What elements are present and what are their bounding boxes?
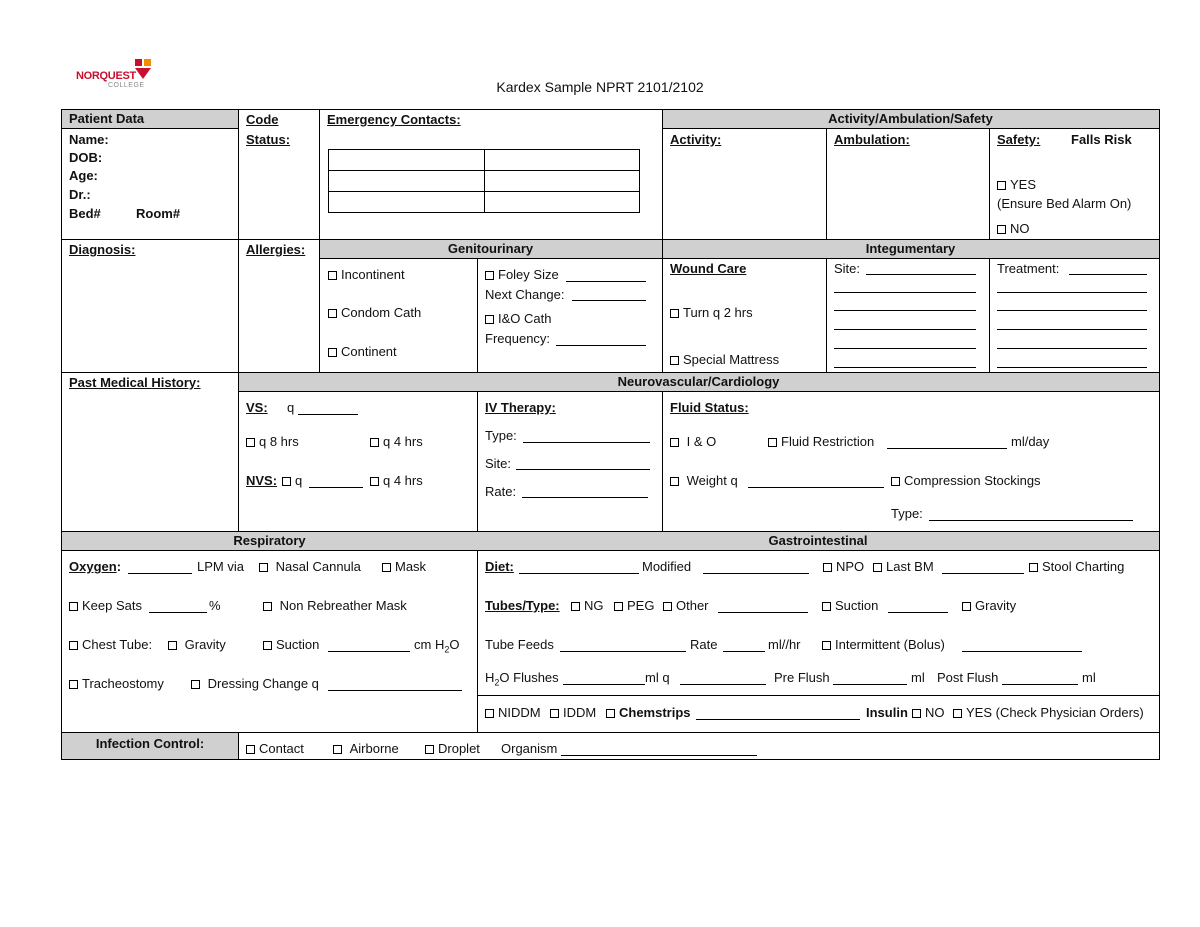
continent-option[interactable]: Continent — [328, 344, 397, 359]
iv-type-field[interactable] — [523, 442, 650, 443]
emergency-contacts-label: Emergency Contacts: — [327, 112, 461, 127]
intermittent-bolus-option[interactable]: Intermittent (Bolus) — [822, 637, 945, 652]
pre-flush-label: Pre Flush — [774, 670, 830, 685]
keep-sats-option[interactable]: Keep Sats — [69, 598, 142, 613]
contact-cell[interactable] — [329, 192, 485, 213]
checkbox-icon[interactable] — [614, 602, 623, 611]
checkbox-icon[interactable] — [282, 477, 291, 486]
weight-option[interactable]: Weight q — [670, 473, 738, 488]
next-change-label: Next Change: — [485, 287, 565, 302]
modified-field[interactable] — [703, 573, 809, 574]
fluid-status-label: Fluid Status: — [670, 400, 749, 415]
code-status-label-1: Code — [246, 112, 279, 127]
checkbox-icon[interactable] — [670, 309, 679, 318]
vs-label: VS: — [246, 400, 268, 415]
patient-bed-label: Bed# — [69, 206, 101, 221]
checkbox-icon[interactable] — [822, 641, 831, 650]
oxygen-lpm-field[interactable] — [128, 573, 192, 574]
frequency-field[interactable] — [556, 345, 646, 346]
checkbox-icon[interactable] — [246, 745, 255, 754]
gastro-header: Gastrointestinal — [477, 532, 1159, 550]
tube-feeds-label: Tube Feeds — [485, 637, 554, 652]
tubes-type-label: Tubes/Type: — [485, 598, 560, 613]
checkbox-icon[interactable] — [768, 438, 777, 447]
rate-label: Rate — [690, 637, 718, 652]
vs-q-field[interactable] — [298, 414, 358, 415]
gi-gravity-option[interactable]: Gravity — [962, 598, 1016, 613]
safety-label: Safety: — [997, 132, 1041, 147]
checkbox-icon[interactable] — [191, 680, 200, 689]
checkbox-icon[interactable] — [891, 477, 900, 486]
site-field-line[interactable] — [834, 292, 976, 293]
treatment-field[interactable] — [1069, 274, 1147, 275]
treatment-field-line[interactable] — [997, 367, 1147, 368]
diet-label: Diet: — [485, 559, 514, 574]
frequency-label: Frequency: — [485, 331, 551, 346]
post-flush-field[interactable] — [1002, 684, 1078, 685]
treatment-field-line[interactable] — [997, 292, 1147, 293]
last-bm-option[interactable]: Last BM — [873, 559, 934, 574]
patient-data-header: Patient Data — [62, 110, 238, 128]
nvs-label: NVS: — [246, 473, 278, 488]
vs-q-label: q — [287, 400, 295, 415]
checkbox-icon[interactable] — [370, 477, 379, 486]
emergency-contacts-table[interactable] — [328, 149, 640, 213]
checkbox-icon[interactable] — [912, 709, 921, 718]
weight-field[interactable] — [748, 487, 884, 488]
io-option[interactable]: I & O — [670, 434, 716, 449]
airborne-option[interactable]: Airborne — [333, 741, 399, 756]
percent-label: % — [209, 598, 221, 613]
gi-suction-option[interactable]: Suction — [822, 598, 878, 613]
other-option[interactable]: Other — [663, 598, 709, 613]
chemstrips-field[interactable] — [696, 719, 860, 720]
organism-label: Organism — [501, 741, 558, 756]
next-change-field[interactable] — [572, 300, 646, 301]
site-field[interactable] — [866, 274, 976, 275]
checkbox-icon[interactable] — [382, 563, 391, 572]
checkbox-icon[interactable] — [328, 309, 337, 318]
nvs-q4-option[interactable]: q 4 hrs — [370, 473, 423, 488]
site-label: Site: — [834, 261, 861, 276]
compression-type-label: Type: — [891, 506, 923, 521]
flush-q-field[interactable] — [680, 684, 766, 685]
ml-day-label: ml/day — [1011, 434, 1050, 449]
compression-type-field[interactable] — [929, 520, 1133, 521]
checkbox-icon[interactable] — [328, 348, 337, 357]
last-bm-field[interactable] — [942, 573, 1024, 574]
turn-q2-option[interactable]: Turn q 2 hrs — [670, 305, 753, 320]
lpm-via-label: LPM via — [197, 559, 244, 574]
intermittent-field[interactable] — [962, 651, 1082, 652]
ng-option[interactable]: NG — [571, 598, 604, 613]
q4-option[interactable]: q 4 hrs — [370, 434, 423, 449]
ambulation-label: Ambulation: — [834, 132, 910, 147]
ml-hr-label: ml//hr — [768, 637, 801, 652]
iv-site-label: Site: — [485, 456, 512, 471]
checkbox-icon[interactable] — [328, 271, 337, 280]
checkbox-icon[interactable] — [670, 438, 679, 447]
compression-stockings-option[interactable]: Compression Stockings — [891, 473, 1041, 488]
patient-age-label: Age: — [69, 168, 98, 183]
iv-rate-field[interactable] — [522, 497, 648, 498]
code-status-label-2: Status: — [246, 132, 291, 147]
past-medical-history-label: Past Medical History: — [69, 375, 201, 390]
checkbox-icon[interactable] — [259, 563, 268, 572]
patient-name-label: Name: — [69, 132, 109, 147]
checkbox-icon[interactable] — [962, 602, 971, 611]
diet-field[interactable] — [519, 573, 639, 574]
tube-feeds-field[interactable] — [560, 651, 686, 652]
stool-charting-option[interactable]: Stool Charting — [1029, 559, 1124, 574]
checkbox-icon[interactable] — [168, 641, 177, 650]
checkbox-icon[interactable] — [246, 438, 255, 447]
infection-control-header: Infection Control: — [62, 733, 238, 759]
logo-text: NORQUEST — [76, 70, 136, 82]
treatment-field-line[interactable] — [997, 329, 1147, 330]
checkbox-icon[interactable] — [823, 563, 832, 572]
checkbox-icon[interactable] — [670, 356, 679, 365]
bed-alarm-note: (Ensure Bed Alarm On) — [997, 196, 1132, 211]
checkbox-icon[interactable] — [263, 641, 272, 650]
chemstrips-option[interactable]: Chemstrips — [606, 705, 691, 720]
nvs-q-field[interactable] — [309, 487, 363, 488]
droplet-option[interactable]: Droplet — [425, 741, 480, 756]
checkbox-icon[interactable] — [425, 745, 434, 754]
patient-dr-label: Dr.: — [69, 187, 91, 202]
niddm-option[interactable]: NIDDM — [485, 705, 541, 720]
peg-option[interactable]: PEG — [614, 598, 654, 613]
iddm-option[interactable]: IDDM — [550, 705, 596, 720]
fluid-restriction-field[interactable] — [887, 448, 1007, 449]
neuro-header: Neurovascular/Cardiology — [238, 373, 1159, 391]
ml-q-label: ml q — [645, 670, 670, 685]
condom-cath-option[interactable]: Condom Cath — [328, 305, 421, 320]
insulin-no-option[interactable]: NO — [912, 705, 945, 720]
chest-tube-option[interactable]: Chest Tube: — [69, 637, 152, 652]
checkbox-icon[interactable] — [485, 271, 494, 280]
insulin-label: Insulin — [866, 705, 908, 720]
checkbox-icon[interactable] — [606, 709, 615, 718]
contact-option[interactable]: Contact — [246, 741, 304, 756]
checkbox-icon[interactable] — [69, 680, 78, 689]
dressing-change-option[interactable]: Dressing Change q — [191, 676, 319, 691]
checkbox-icon[interactable] — [485, 315, 494, 324]
contact-cell[interactable] — [484, 150, 640, 171]
checkbox-icon[interactable] — [69, 602, 78, 611]
site-field-line[interactable] — [834, 329, 976, 330]
site-field-line[interactable] — [834, 348, 976, 349]
treatment-field-line[interactable] — [997, 348, 1147, 349]
site-field-line[interactable] — [834, 367, 976, 368]
checkbox-icon[interactable] — [263, 602, 272, 611]
foley-size-option[interactable]: Foley Size — [485, 267, 559, 282]
contact-cell[interactable] — [329, 150, 485, 171]
dressing-change-field[interactable] — [328, 690, 462, 691]
other-field[interactable] — [718, 612, 808, 613]
nasal-cannula-option[interactable]: Nasal Cannula — [259, 559, 361, 574]
checkbox-icon[interactable] — [1029, 563, 1038, 572]
special-mattress-option[interactable]: Special Mattress — [670, 352, 779, 367]
checkbox-icon[interactable] — [997, 225, 1006, 234]
integumentary-header: Integumentary — [662, 240, 1159, 258]
fluid-restriction-option[interactable]: Fluid Restriction — [768, 434, 874, 449]
falls-yes-option[interactable]: YES — [997, 177, 1036, 192]
iv-rate-label: Rate: — [485, 484, 517, 499]
falls-risk-label: Falls Risk — [1071, 132, 1132, 147]
activity-header: Activity/Ambulation/Safety — [662, 110, 1159, 128]
non-rebreather-option[interactable]: Non Rebreather Mask — [263, 598, 407, 613]
rate-field[interactable] — [723, 651, 765, 652]
tracheostomy-option[interactable]: Tracheostomy — [69, 676, 164, 691]
modified-label: Modified — [642, 559, 692, 574]
chest-gravity-option[interactable]: Gravity — [168, 637, 226, 652]
checkbox-icon[interactable] — [571, 602, 580, 611]
post-flush-label: Post Flush — [937, 670, 999, 685]
checkbox-icon[interactable] — [953, 709, 962, 718]
organism-field[interactable] — [561, 755, 757, 756]
checkbox-icon[interactable] — [822, 602, 831, 611]
checkbox-icon[interactable] — [663, 602, 672, 611]
treatment-field-line[interactable] — [997, 310, 1147, 311]
falls-no-option[interactable]: NO — [997, 221, 1030, 236]
genitourinary-header: Genitourinary — [319, 240, 662, 258]
diagnosis-label: Diagnosis: — [69, 242, 136, 257]
npo-option[interactable]: NPO — [823, 559, 864, 574]
checkbox-icon[interactable] — [670, 477, 679, 486]
h2o-flushes-label: $H_2O$ Flushes — [485, 670, 559, 688]
checkbox-icon[interactable] — [873, 563, 882, 572]
gi-suction-field[interactable] — [888, 612, 948, 613]
checkbox-icon[interactable] — [550, 709, 559, 718]
iv-type-label: Type: — [485, 428, 517, 443]
site-field-line[interactable] — [834, 310, 976, 311]
allergies-label: Allergies: — [246, 242, 306, 257]
wound-care-label: Wound Care — [670, 261, 747, 276]
checkbox-icon[interactable] — [997, 181, 1006, 190]
mask-option[interactable]: Mask — [382, 559, 426, 574]
document-title: Kardex Sample NPRT 2101/2102 — [496, 79, 704, 95]
pre-flush-ml-label: ml — [911, 670, 925, 685]
insulin-yes-option[interactable]: YES (Check Physician Orders) — [953, 705, 1144, 720]
incontinent-option[interactable]: Incontinent — [328, 267, 405, 282]
pre-flush-field[interactable] — [833, 684, 907, 685]
logo-mark-icon — [134, 58, 152, 80]
logo-subtext: COLLEGE — [108, 82, 145, 89]
contact-cell[interactable] — [484, 171, 640, 192]
patient-room-label: Room# — [136, 206, 181, 221]
contact-cell[interactable] — [329, 171, 485, 192]
patient-dob-label: DOB: — [69, 150, 103, 165]
checkbox-icon[interactable] — [69, 641, 78, 650]
foley-size-field[interactable] — [566, 281, 646, 282]
iv-site-field[interactable] — [516, 469, 650, 470]
checkbox-icon[interactable] — [370, 438, 379, 447]
checkbox-icon[interactable] — [333, 745, 342, 754]
h2o-flushes-field[interactable] — [563, 684, 645, 685]
nvs-q-option[interactable]: q — [282, 473, 302, 488]
post-flush-ml-label: ml — [1082, 670, 1096, 685]
checkbox-icon[interactable] — [485, 709, 494, 718]
cm-h2o-label: cm $H_2O$ — [414, 637, 460, 655]
chest-suction-option[interactable]: Suction — [263, 637, 319, 652]
q8-option[interactable]: q 8 hrs — [246, 434, 299, 449]
respiratory-header: Respiratory — [62, 532, 477, 550]
activity-label: Activity: — [670, 132, 722, 147]
keep-sats-field[interactable] — [149, 612, 207, 613]
oxygen-row: Oxygen: — [69, 559, 122, 574]
io-cath-option[interactable]: I&O Cath — [485, 311, 551, 326]
contact-cell[interactable] — [484, 192, 640, 213]
iv-therapy-label: IV Therapy: — [485, 400, 556, 415]
treatment-label: Treatment: — [997, 261, 1060, 276]
suction-field[interactable] — [328, 651, 410, 652]
